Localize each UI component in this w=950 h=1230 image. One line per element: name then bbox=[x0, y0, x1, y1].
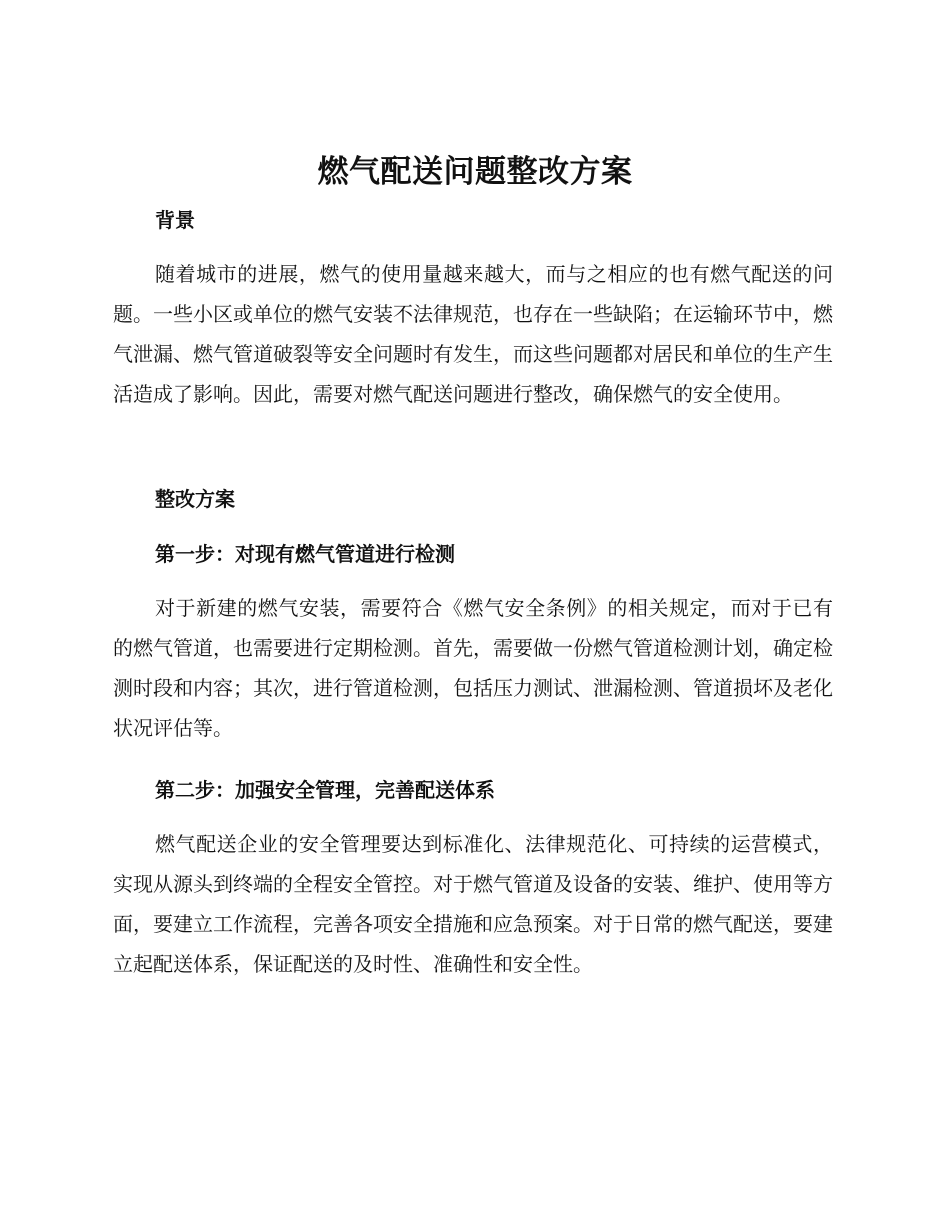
step1-paragraph: 对于新建的燃气安装，需要符合《燃气安全条例》的相关规定，而对于已有的燃气管道，也需要进行定期检测。首先，需要做一份燃气管道检测计划，确定检测时段和内容；其次，进行管道检测，包括压力测试、泄漏检测、管道损坏及老化状况评估等。 bbox=[113, 596, 833, 740]
step1-heading: 第一步：对现有燃气管道进行检测 bbox=[155, 542, 455, 566]
background-paragraph: 随着城市的进展，燃气的使用量越来越大，而与之相应的也有燃气配送的问题。一些小区或单位的燃气安装不法律规范，也存在一些缺陷；在运输环节中，燃气泄漏、燃气管道破裂等安全问题时有发生，而这些问题都对居民和单位的生产生活造成了影响。因此，需要对燃气配送问题进行整改，确保燃气的安全使用。 bbox=[113, 262, 833, 406]
document-title: 燃气配送问题整改方案 bbox=[317, 154, 633, 190]
step2-heading: 第二步：加强安全管理，完善配送体系 bbox=[155, 778, 495, 802]
section-heading-plan: 整改方案 bbox=[155, 487, 235, 511]
section-heading-background: 背景 bbox=[155, 208, 195, 232]
step2-paragraph: 燃气配送企业的安全管理要达到标准化、法律规范化、可持续的运营模式，实现从源头到终端的全程安全管控。对于燃气管道及设备的安装、维护、使用等方面，要建立工作流程，完善各项安全措施和应急预案。对于日常的燃气配送，要建立起配送体系，保证配送的及时性、准确性和安全性。 bbox=[113, 832, 833, 976]
